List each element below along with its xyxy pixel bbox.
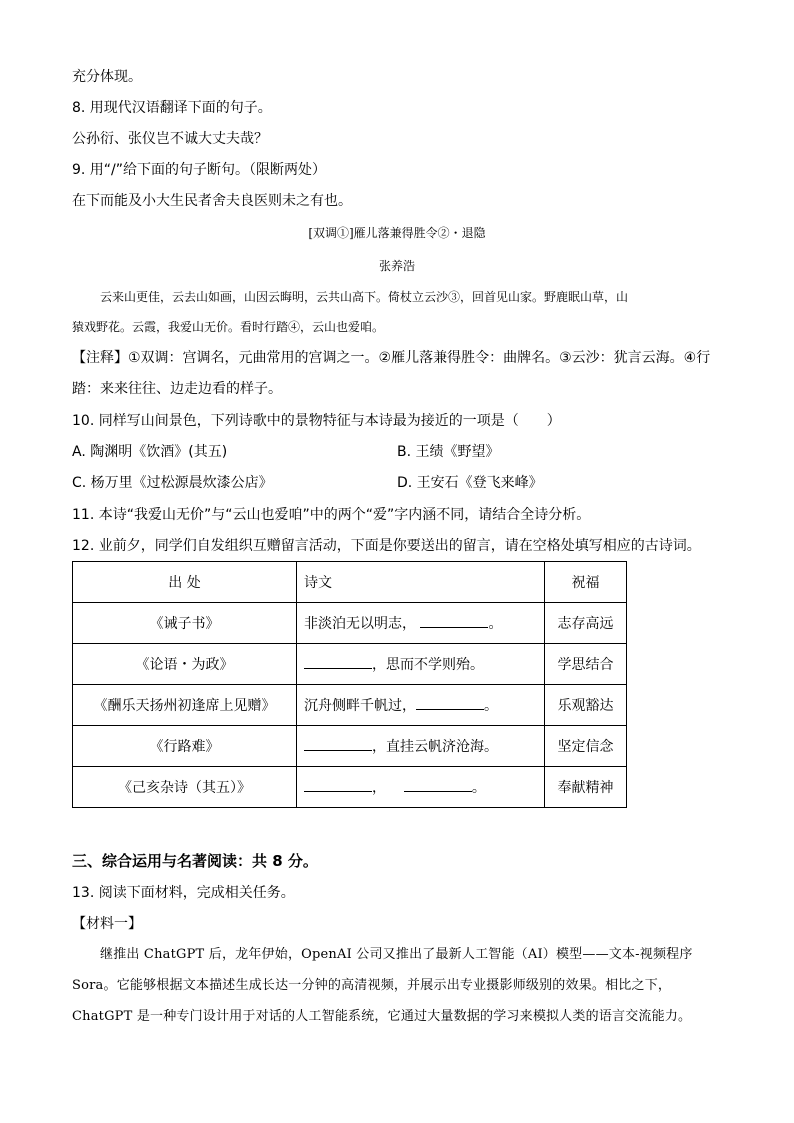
notes-line-1: 【注释】①双调：宫调名，元曲常用的宫调之一。②雁儿落兼得胜令：曲牌名。③云沙：犹言云海。④行 xyxy=(72,350,711,366)
table-row xyxy=(73,685,627,726)
poem-post: ， xyxy=(372,780,386,796)
poem-pre: 非淡泊无以明志， xyxy=(304,616,416,632)
fill-blank[interactable] xyxy=(404,777,472,792)
table-row xyxy=(73,644,627,685)
option-b: B. 王绩《野望》 xyxy=(397,444,500,460)
fill-blank[interactable] xyxy=(304,654,372,669)
material-1-label: 【材料一】 xyxy=(72,916,142,932)
fill-blank[interactable] xyxy=(416,695,484,710)
question-11: 11. 本诗“我爱山无价”与“云山也爱咱”中的两个“爱”字内涵不同，请结合全诗分析。 xyxy=(72,507,591,523)
fill-blank[interactable] xyxy=(420,613,488,628)
row-poem xyxy=(297,603,545,644)
question-13: 13. 阅读下面材料，完成相关任务。 xyxy=(72,885,295,901)
row-poem xyxy=(297,644,545,685)
poem-fill-table xyxy=(72,561,627,808)
option-c: C. 杨万里《过松源晨炊漆公店》 xyxy=(72,475,273,491)
poem-pre: 沉舟侧畔千帆过， xyxy=(304,698,416,714)
row-poem xyxy=(297,685,545,726)
poem-post: ，直挂云帆济沧海。 xyxy=(372,739,498,755)
poem-line-1: 云来山更佳，云去山如画，山因云晦明，云共山高下。倚杖立云沙③，回首见山家。野鹿眠山草，山 xyxy=(100,290,629,304)
header-wish: 祝福 xyxy=(545,562,627,603)
header-source: 出 处 xyxy=(73,562,297,603)
question-8: 8. 用现代汉语翻译下面的句子。 xyxy=(72,100,272,116)
row-source: 《酬乐天扬州初逢席上见赠》 xyxy=(73,685,297,726)
question-9-text: 在下而能及小大生民者舍夫良医则未之有也。 xyxy=(72,193,352,209)
header-poem: 诗文 xyxy=(297,562,545,603)
row-source: 《诫子书》 xyxy=(73,603,297,644)
fill-blank[interactable] xyxy=(304,777,372,792)
poem-post: ，思而不学则殆。 xyxy=(372,657,484,673)
row-source: 《己亥杂诗（其五）》 xyxy=(73,767,297,808)
table-row xyxy=(73,603,627,644)
fill-blank[interactable] xyxy=(304,736,372,751)
question-10: 10. 同样写山间景色，下列诗歌中的景物特征与本诗最为接近的一项是（ ） xyxy=(72,413,561,429)
question-8-text: 公孙衍、张仪岂不诚大丈夫哉？ xyxy=(72,131,268,147)
row-wish: 奉献精神 xyxy=(545,767,627,808)
row-source: 《论语・为政》 xyxy=(73,644,297,685)
poem-line-2: 猿戏野花。云霞，我爱山无价。看时行踏④，云山也爱咱。 xyxy=(72,320,385,334)
poem-post: 。 xyxy=(488,616,503,632)
row-poem xyxy=(297,726,545,767)
option-a: A. 陶渊明《饮酒》(其五) xyxy=(72,444,228,460)
table-header-row xyxy=(73,562,627,603)
material-para-line-3: ChatGPT 是一种专门设计用于对话的人工智能系统，它通过大量数据的学习来模拟人类的语言交流能力。 xyxy=(72,1009,692,1024)
poem-author: 张养浩 xyxy=(378,259,415,273)
row-wish: 坚定信念 xyxy=(545,726,627,767)
question-12: 12. 业前夕，同学们自发组织互赠留言活动，下面是你要送出的留言，请在空格处填写相应的古诗词。 xyxy=(72,538,701,554)
row-source: 《行路难》 xyxy=(73,726,297,767)
section-3-heading: 三、综合运用与名著阅读：共 8 分。 xyxy=(72,852,318,870)
row-wish: 志存高远 xyxy=(545,603,627,644)
question-9: 9. 用“/”给下面的句子断句。（限断两处） xyxy=(72,162,327,178)
row-poem: ， 。 xyxy=(297,767,545,808)
poem-title: [双调①]雁儿落兼得胜令②・退隐 xyxy=(308,226,486,240)
table-row xyxy=(73,767,627,808)
row-wish: 学思结合 xyxy=(545,644,627,685)
material-para-line-2: Sora。它能够根据文本描述生成长达一分钟的高清视频，并展示出专业摄影师级别的效果。相比之下， xyxy=(72,978,672,993)
material-para-line-1: 继推出 ChatGPT 后，龙年伊始，OpenAI 公司又推出了最新人工智能（AI）模型——文本-视频程序 xyxy=(100,947,693,962)
row-wish: 乐观豁达 xyxy=(545,685,627,726)
table-row xyxy=(73,726,627,767)
option-d: D. 王安石《登飞来峰》 xyxy=(397,475,543,491)
continued-text: 充分体现。 xyxy=(72,69,142,85)
notes-line-2: 踏：来来往往、边走边看的样子。 xyxy=(72,381,282,397)
poem-post: 。 xyxy=(484,698,498,714)
